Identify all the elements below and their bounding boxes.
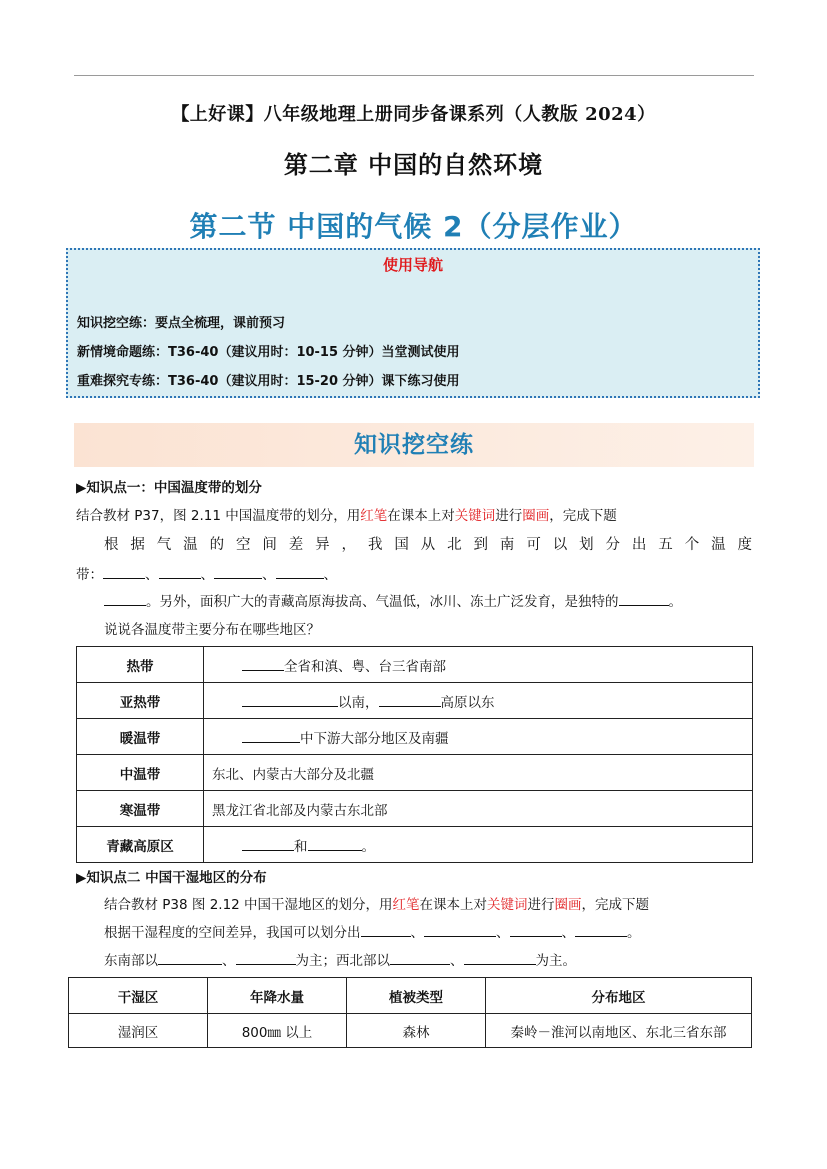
fill-blank[interactable] (390, 950, 450, 965)
column-header: 干湿区 (69, 978, 208, 1014)
text: 、 (145, 567, 159, 583)
zone-area (204, 827, 753, 863)
fill-blank[interactable] (236, 950, 296, 965)
text: 、 (410, 925, 424, 941)
fill-blank[interactable] (104, 591, 146, 606)
kp2-vegetation-line (104, 949, 576, 969)
nav-item: 新情境命题练：T36-40（建议用时：10-15 分钟）当堂测试使用 (77, 345, 460, 360)
text: 进行 (495, 508, 523, 524)
zone-area (204, 647, 753, 683)
kp2-heading: ▶知识点二 中国干湿地区的分布 (76, 870, 267, 886)
column-header: 分布地区 (486, 978, 752, 1014)
text: 东南部以 (104, 953, 158, 969)
table-cell: 秦岭－淮河以南地区、东北三省东部 (486, 1014, 752, 1048)
text: 、 (496, 925, 510, 941)
text: 结合教材 P38 图 2.12 中国干湿地区的划分，用 (104, 897, 393, 913)
table-cell: 800㎜ 以上 (208, 1014, 347, 1048)
kp1-instruction (76, 504, 617, 524)
kp2-regions-line (104, 921, 641, 941)
fill-blank[interactable] (242, 728, 300, 743)
table-cell: 森林 (347, 1014, 486, 1048)
text: 、 (200, 567, 214, 583)
table-header-row (69, 978, 752, 1014)
fill-blank[interactable] (242, 692, 338, 707)
text: 、 (450, 953, 464, 969)
zone-name: 中温带 (77, 755, 204, 791)
fill-blank[interactable] (424, 922, 496, 937)
zone-area: 黑龙江省北部及内蒙古东北部 (204, 791, 753, 827)
zone-name: 热带 (77, 647, 204, 683)
table-row (77, 755, 753, 791)
zone-name: 青藏高原区 (77, 827, 204, 863)
text: 为主。 (535, 953, 576, 969)
column-header: 年降水量 (208, 978, 347, 1014)
column-header: 植被类型 (347, 978, 486, 1014)
fill-blank[interactable] (158, 950, 222, 965)
text: 全省和滇、粤、台三省南部 (284, 658, 446, 675)
kp1-question: 说说各温度带主要分布在哪些地区？ (104, 622, 320, 638)
kp2-instruction (104, 893, 649, 913)
text-red: 红笔 (360, 508, 388, 524)
text: 、 (222, 953, 236, 969)
fill-blank[interactable] (308, 836, 362, 851)
text-red: 圈画 (554, 897, 582, 913)
fill-blank[interactable] (464, 950, 536, 965)
text: 。 (668, 594, 682, 610)
fill-blank[interactable] (361, 922, 411, 937)
table-row (69, 1014, 752, 1048)
text-red: 关键词 (454, 508, 496, 524)
text-red: 关键词 (487, 897, 528, 913)
kp1-paragraph: 根 据 气 温 的 空 间 差 异 ， 我 国 从 北 到 南 可 以 划 分 出 五 个 温 度 (104, 537, 752, 553)
text: 。另外，面积广大的青藏高原海拔高、气温低，冰川、冻土广泛发育，是独特的 (146, 594, 619, 610)
temperature-zone-table (76, 646, 753, 863)
text: 在课本上对 (387, 508, 455, 524)
zone-name: 暖温带 (77, 719, 204, 755)
zone-name: 寒温带 (77, 791, 204, 827)
zone-area (204, 719, 753, 755)
table-row (77, 827, 753, 863)
nav-title: 使用导航 (382, 256, 443, 274)
kp1-plateau-line (104, 590, 682, 610)
table-row (77, 647, 753, 683)
section-title: 第二节 中国的气候 2（分层作业） (189, 210, 638, 243)
series-title: 【上好课】八年级地理上册同步备课系列（人教版 2024） (171, 104, 656, 125)
fill-blank[interactable] (379, 692, 441, 707)
text: 。 (361, 838, 375, 855)
text: 。 (627, 925, 641, 941)
zone-area (204, 683, 753, 719)
fill-blank[interactable] (575, 922, 627, 937)
zone-area: 东北、内蒙古大部分及北疆 (204, 755, 753, 791)
kp1-heading: ▶知识点一：中国温度带的划分 (76, 480, 262, 496)
table-cell: 湿润区 (69, 1014, 208, 1048)
text: 、 (262, 567, 276, 583)
nav-item: 知识挖空练：要点全梳理，课前预习 (77, 316, 286, 331)
top-rule (74, 75, 754, 76)
text: 、 (323, 567, 337, 583)
fill-blank[interactable] (510, 922, 562, 937)
nav-item: 重难探究专练：T36-40（建议用时：15-20 分钟）课下练习使用 (77, 374, 460, 389)
text: 根据干湿程度的空间差异，我国可以划分出 (104, 925, 361, 941)
text: 带： (76, 567, 103, 583)
fill-blank[interactable] (214, 564, 262, 579)
text: ，完成下题 (549, 508, 617, 524)
text: 以南， (338, 694, 379, 711)
zone-name: 亚热带 (77, 683, 204, 719)
text-red: 红笔 (392, 897, 420, 913)
table-row (77, 719, 753, 755)
table-row (77, 683, 753, 719)
banner-title: 知识挖空练 (354, 432, 474, 458)
text: ，完成下题 (581, 897, 650, 913)
text: 、 (561, 925, 575, 941)
text: 高原以东 (440, 694, 495, 711)
text: 和 (294, 838, 308, 855)
fill-blank[interactable] (276, 564, 324, 579)
fill-blank[interactable] (619, 591, 669, 606)
text: 在课本上对 (419, 897, 488, 913)
text: 进行 (527, 897, 555, 913)
table-row (77, 791, 753, 827)
text: 结合教材 P37，图 2.11 中国温度带的划分，用 (76, 508, 361, 524)
dry-wet-region-table (68, 977, 752, 1048)
section-banner (74, 423, 754, 467)
kp1-blanks-line (76, 563, 337, 583)
text-red: 圈画 (522, 508, 550, 524)
chapter-title: 第二章 中国的自然环境 (283, 151, 544, 179)
text: 中下游大部分地区及南疆 (300, 730, 449, 747)
text: 为主；西北部以 (295, 953, 390, 969)
usage-navigation-box (66, 248, 760, 398)
fill-blank[interactable] (159, 564, 201, 579)
fill-blank[interactable] (103, 564, 145, 579)
fill-blank[interactable] (242, 656, 284, 671)
fill-blank[interactable] (242, 836, 294, 851)
